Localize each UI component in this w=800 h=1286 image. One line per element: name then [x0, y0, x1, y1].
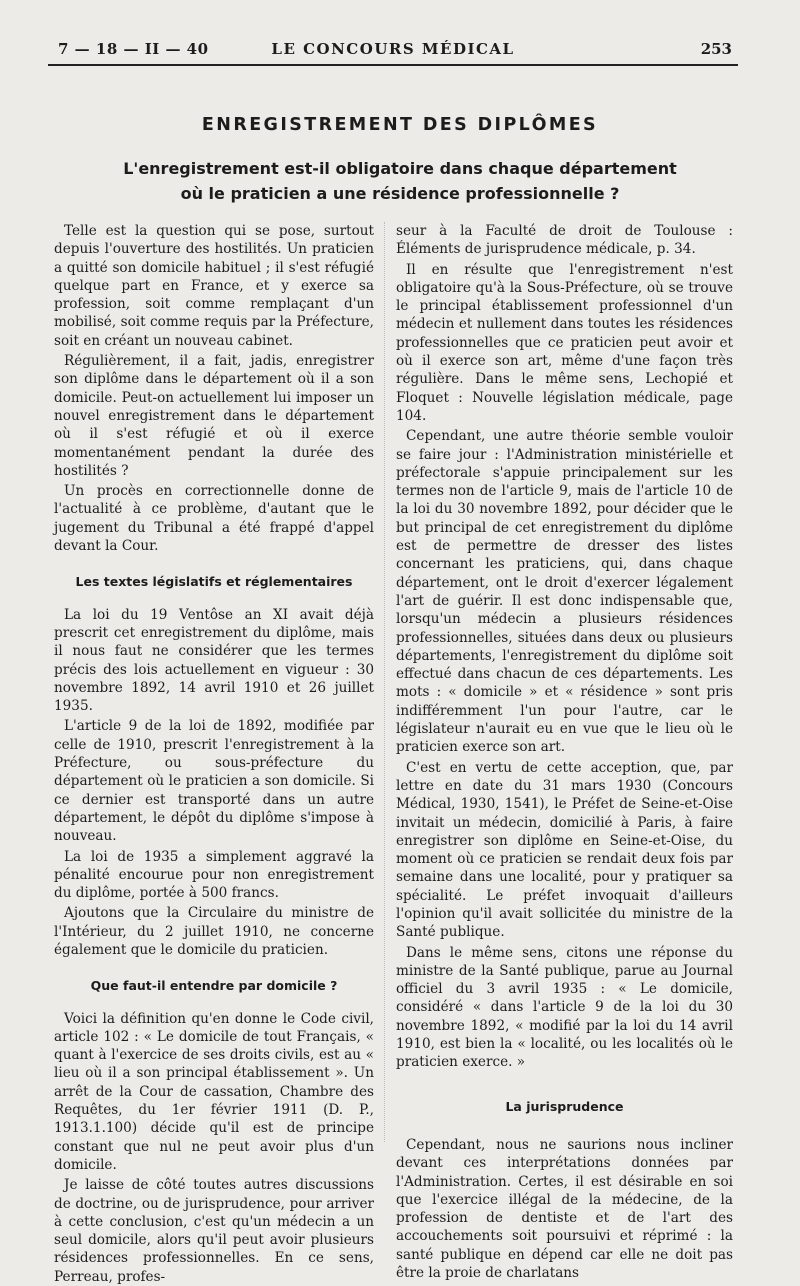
subtitle-line-2: où le praticien a une résidence professionnelle ?	[180, 184, 620, 203]
paragraph: Voici la définition qu'en donne le Code civil, article 102 : « Le domicile de tout Français, « quant à l'exercice de ses droits civils, est au « lieu où il a son principal établissement ». Un arrêt de la Cour de cassation, Chambre des Requêtes, du 1er février 1911 (D. P., 1913.1.100) décide qu'il est de principe constant que nul ne peut avoir plus d'un domicile.	[54, 1010, 374, 1173]
header-rule	[48, 64, 738, 66]
paragraph: Cependant, nous ne saurions nous incliner devant ces interprétations données par l'Administration. Certes, il est désirable en soi que l'exercice illégal de la médecine, de la profession de dentiste et de l'art des accouchements soit poursuivi et réprimé : la santé publique en dépend car elle ne doit pas être la proie de charlatans	[396, 1136, 733, 1282]
paragraph: Ajoutons que la Circulaire du ministre de l'Intérieur, du 2 juillet 1910, ne concerne également que le domicile du praticien.	[54, 905, 374, 958]
journal-name: LE CONCOURS MÉDICAL	[271, 40, 515, 58]
section-heading: La jurisprudence	[505, 1098, 624, 1114]
paragraph: La loi du 19 Ventôse an XI avait déjà prescrit cet enregistrement du diplôme, mais il nous faut ne considérer que les termes précis des lois actuellement en vigueur : 30 novembre 1892, 14 avril 1910 et 26 juillet 1935.	[54, 606, 374, 715]
article-title: ENREGISTREMENT DES DIPLÔMES	[201, 115, 599, 135]
paragraph: Il en résulte que l'enregistrement n'est obligatoire qu'à la Sous-Préfecture, où se trouve le principal établissement professionnel d'un médecin et nullement dans toutes les résidences professionnelles que ce praticien peut avoir et où il exerce son art, même d'une façon très régulière. Dans le même sens, Lechopié et Floquet : Nouvelle législation médicale, page 104.	[396, 261, 733, 424]
paragraph: C'est en vertu de cette acception, que, par lettre en date du 31 mars 1930 (Concours Médical, 1930, 1541), le Préfet de Seine-et-Oise invitait un médecin, domicilié à Paris, à faire enregistrer son diplôme en Seine-et-Oise, du moment où ce praticien se rendait deux fois par semaine dans une localité, pour y pratiquer sa spécialité. Le préfet invoquait d'ailleurs l'opinion qu'il avait sollicitée du ministre de la Santé publique.	[396, 759, 733, 941]
paragraph: Cependant, une autre théorie semble vouloir se faire jour : l'Administration ministérielle et préfectorale s'appuie principalement sur les termes non de l'article 9, mais de l'article 10 de la loi du 30 novembre 1892, pour décider que le but principal de cet enregistrement du diplôme est de permettre de dresser des listes concernant les praticiens, qui, dans chaque département, ont le droit d'exercer légalement l'art de guérir. Il est donc indispensable que, lorsqu'un médecin a plusieurs résidences professionnelles, situées dans deux ou plusieurs départements, l'enregistrement du diplôme soit effectué dans chacun de ces départements. Les mots : « domicile » et « résidence » sont pris indifféremment l'un pour l'autre, car le législateur n'aurait eu en vue que le lieu où le praticien exerce son art.	[396, 428, 733, 756]
paragraph: La loi de 1935 a simplement aggravé la pénalité encourue pour non enregistrement du diplôme, portée à 500 francs.	[54, 848, 374, 902]
section-heading: Les textes législatifs et réglementaires	[75, 574, 353, 590]
right-column	[396, 222, 733, 1282]
left-column	[54, 222, 374, 1286]
paragraph: L'article 9 de la loi de 1892, modifiée par celle de 1910, prescrit l'enregistrement à la Préfecture, ou sous-préfecture du département où le praticien a son domicile. Si ce dernier est transporté dans un autre département, le dépôt du diplôme s'impose à nouveau.	[54, 718, 374, 845]
paragraph: seur à la Faculté de droit de Toulouse : Éléments de jurisprudence médicale, p. 34.	[396, 223, 733, 258]
paragraph: Je laisse de côté toutes autres discussions de doctrine, ou de jurisprudence, pour arriver à cette conclusion, c'est qu'un médecin a un seul domicile, alors qu'il peut avoir plusieurs résidences professionnelles. En ce sens, Perreau, profes-	[54, 1177, 374, 1285]
paragraph: Dans le même sens, citons une réponse du ministre de la Santé publique, parue au Journal officiel du 3 avril 1935 : « Le domicile, considéré « dans l'article 9 de la loi du 30 novembre 1892, « modifié par la loi du 14 avril 1910, est bien la « localité, ou les localités où le praticien exerce. »	[396, 944, 733, 1071]
paragraph: Un procès en correctionnelle donne de l'actualité à ce problème, d'autant que le jugement du Tribunal a été frappé d'appel devant la Cour.	[54, 483, 374, 555]
section-heading: Que faut-il entendre par domicile ?	[90, 978, 338, 994]
column-separator	[384, 222, 385, 1142]
paragraph: Telle est la question qui se pose, surtout depuis l'ouverture des hostilités. Un praticien a quitté son domicile habituel ; il s'est réfugié quelque part en France, et y exerce sa profession, soit comme remplaçant d'un mobilisé, soit comme requis par la Préfecture, soit en créant un nouveau cabinet.	[54, 223, 374, 349]
subtitle-line-1: L'enregistrement est-il obligatoire dans chaque département	[123, 159, 677, 178]
running-header	[48, 34, 738, 64]
page-number: 253	[700, 40, 732, 58]
article-subtitle	[0, 156, 800, 206]
issue-date: 7 — 18 — II — 40	[58, 40, 209, 58]
paragraph: Régulièrement, il a fait, jadis, enregistrer son diplôme dans le département où il a son domicile. Peut-on actuellement lui imposer un nouvel enregistrement dans le département où il s'est réfugié et où il exerce momentanément pendant la durée des hostilités ?	[54, 353, 374, 479]
